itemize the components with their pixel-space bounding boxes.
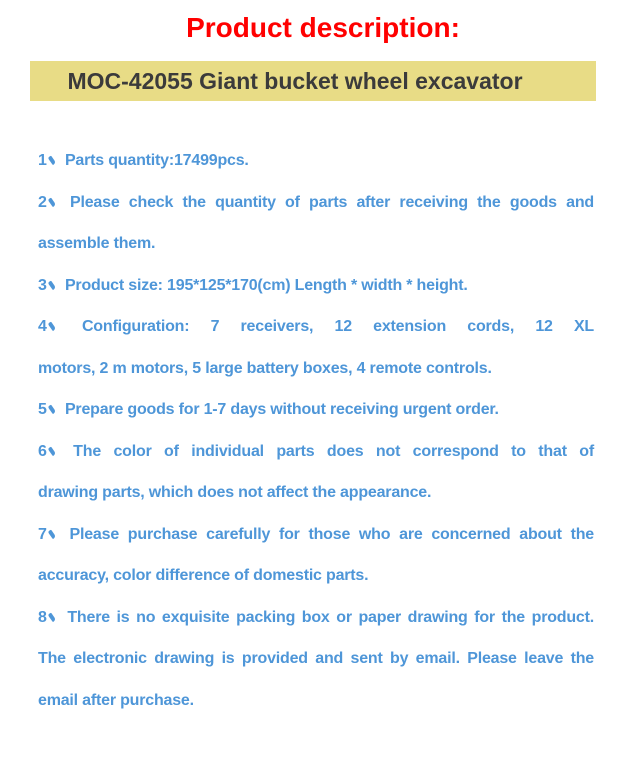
list-item-4 xyxy=(38,306,594,389)
item-text: assemble them. xyxy=(38,235,156,252)
item-text: The electronic drawing is provided and sent by email. Please leave the xyxy=(38,650,594,667)
list-item-3 xyxy=(38,265,594,307)
item-text: Configuration: 7 receivers, 12 extension cords, 12 XL xyxy=(81,318,594,335)
item-line xyxy=(38,472,594,514)
item-text: Prepare goods for 1-7 days without receiving urgent order. xyxy=(64,401,499,418)
item-marker xyxy=(38,443,61,460)
item-number: 7 xyxy=(38,525,47,543)
ideographic-comma-icon xyxy=(47,444,58,456)
item-text: Product size: 195*125*170(cm) Length * width * height. xyxy=(64,276,468,294)
list-item-6 xyxy=(38,431,594,514)
item-line xyxy=(38,597,594,639)
item-text: Please check the quantity of parts after receiving the goods and xyxy=(70,193,594,211)
list-item-1 xyxy=(38,140,594,182)
item-text: Parts quantity:17499pcs. xyxy=(64,152,249,169)
item-number: 2 xyxy=(38,193,47,211)
item-marker xyxy=(38,318,61,335)
item-number: 8 xyxy=(38,608,47,626)
item-marker xyxy=(38,277,61,294)
item-text: accuracy, color difference of domestic parts. xyxy=(38,567,369,584)
item-text: email after purchase. xyxy=(38,691,194,709)
product-description-page xyxy=(0,8,625,757)
item-line xyxy=(38,638,594,680)
item-marker xyxy=(38,152,61,169)
ideographic-comma-icon xyxy=(47,527,58,539)
ideographic-comma-icon xyxy=(47,195,58,207)
item-number: 5 xyxy=(38,401,47,418)
item-line xyxy=(38,306,594,348)
item-line xyxy=(38,431,594,473)
item-line xyxy=(38,223,594,265)
item-marker xyxy=(38,401,61,418)
item-line xyxy=(38,514,594,556)
item-number: 6 xyxy=(38,442,47,460)
item-line xyxy=(38,680,594,722)
description-list xyxy=(38,140,594,721)
list-item-5 xyxy=(38,389,594,431)
item-line xyxy=(38,265,594,307)
item-marker xyxy=(38,609,61,626)
ideographic-comma-icon xyxy=(47,610,58,622)
item-line xyxy=(38,182,594,224)
ideographic-comma-icon xyxy=(47,319,58,331)
list-item-2 xyxy=(38,182,594,265)
item-text: Please purchase carefully for those who are concerned about the xyxy=(69,525,594,543)
product-heading-bar xyxy=(30,61,596,101)
ideographic-comma-icon xyxy=(47,402,58,414)
item-text: motors, 2 m motors, 5 large battery boxes, 4 remote controls. xyxy=(38,359,492,377)
item-number: 4 xyxy=(38,318,47,335)
item-line xyxy=(38,389,594,431)
item-line xyxy=(38,140,594,182)
item-text: drawing parts, which does not affect the appearance. xyxy=(38,484,432,501)
ideographic-comma-icon xyxy=(47,153,58,165)
item-line xyxy=(38,348,594,390)
item-text: The color of individual parts does not correspond to that of xyxy=(73,442,594,460)
list-item-8 xyxy=(38,597,594,722)
ideographic-comma-icon xyxy=(47,278,58,290)
item-number: 3 xyxy=(38,276,47,294)
item-marker xyxy=(38,194,61,211)
item-marker xyxy=(38,526,61,543)
list-item-7 xyxy=(38,514,594,597)
item-text: There is no exquisite packing box or paper drawing for the product. xyxy=(67,608,595,626)
item-number: 1 xyxy=(38,152,47,169)
product-heading-label: MOC-42055 Giant bucket wheel excavator xyxy=(67,68,523,94)
page-title: Product description: xyxy=(186,12,460,43)
item-line xyxy=(38,555,594,597)
